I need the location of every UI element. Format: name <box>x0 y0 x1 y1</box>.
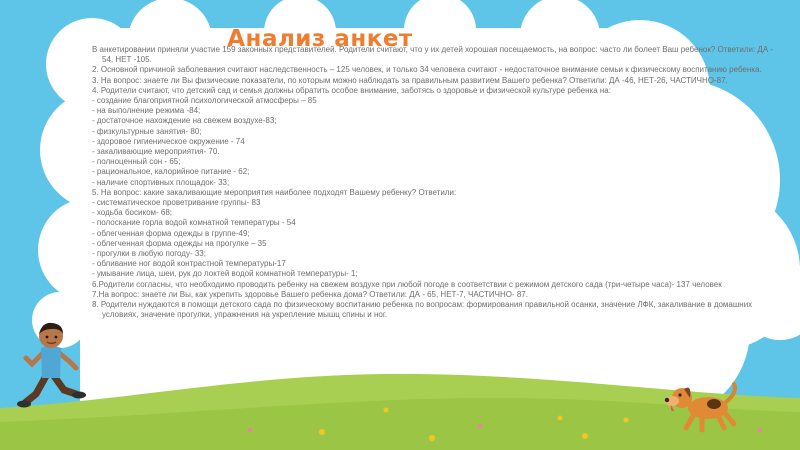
survey-text <box>92 45 782 320</box>
text-line: 7.На вопрос: знаете ли Вы, как укрепить здоровье Вашего ребенка дома? Ответили: ДА - 65, НЕТ-7, ЧАСТИЧНО- 87. <box>92 289 528 299</box>
text-line: 5. На вопрос: какие закаливающие мероприятия наиболее подходят Вашему ребенку? Ответили: <box>92 187 457 197</box>
text-line: - ходьба босиком- 68; <box>92 208 173 218</box>
text-line: - систематическое проветривание группы- 83 <box>92 198 261 208</box>
text-line: - здоровое гигиеническое окружение - 74 <box>92 136 245 146</box>
text-line: - достаточное нахождение на свежем воздухе-83; <box>92 116 277 126</box>
text-line: - полоскание горла водой комнатной температуры - 54 <box>92 218 296 228</box>
text-line: - обливание ног водой контрастной температуры-17 <box>92 259 286 269</box>
text-line: 6.Родители согласны, что необходимо проводить ребенку на свежем воздухе при любой погоде в соответствии с режимом детского сада (три-четыре часа)- 137 человек <box>92 279 722 289</box>
text-line: - наличие спортивных площадок- 33; <box>92 177 230 187</box>
text-line: В анкетировании приняли участие 159 законных представителей. Родители считают, что у их детей хорошая посещаемость, на вопрос: часто ли болеет Ваш ребенок? Ответили: ДА - 54, НЕТ -105. <box>92 45 774 65</box>
text-line: - умывание лица, шеи, рук до локтей водой комнатной температуры- 1; <box>92 269 358 279</box>
text-line: - физкультурные занятия- 80; <box>92 126 202 136</box>
dog-figure <box>660 382 742 434</box>
text-line: - прогулки в любую погоду- 33; <box>92 249 206 259</box>
text-line: - полноценный сон - 65; <box>92 157 181 167</box>
text-line: 8. Родители нуждаются в помощи детского сада по физическому воспитанию ребенка по вопросам: формирования правильной осанки, значение ЛФК, закаливание в домашних условиях, значение прогулки, упражнения на укрепление мышц спины и ног. <box>92 300 753 320</box>
text-line: 4. Родители считают, что детский сад и семья должны обратить особое внимание, заботясь о здоровье и физической культуре ребенка на: <box>92 85 611 95</box>
text-line: - облегченная форма одежды в группе-49; <box>92 228 250 238</box>
text-line: - облегченная форма одежды на прогулке – 35 <box>92 238 267 248</box>
text-line: - закаливающие мероприятия- 70. <box>92 147 220 157</box>
text-line: 2. Основной причиной заболевания считают наследственность – 125 человек, и только 34 человека считают - недостаточное внимание семьи к физическому воспитанию ребенка. <box>92 65 762 75</box>
text-line: - рациональное, калорийное питание - 62; <box>92 167 250 177</box>
text-line: - создание благоприятной психологической атмосферы – 85 <box>92 96 317 106</box>
text-line: - на выполнение режима -84; <box>92 106 201 116</box>
text-line: 3. На вопрос: знаете ли Вы физические показатели, по которым можно наблюдать за правильным развитием Вашего ребенка? Ответили: ДА -46, НЕТ-26, ЧАСТИЧНО-87. <box>92 75 728 85</box>
boy-figure <box>16 318 88 410</box>
page-title: Анализ анкет <box>227 26 413 53</box>
